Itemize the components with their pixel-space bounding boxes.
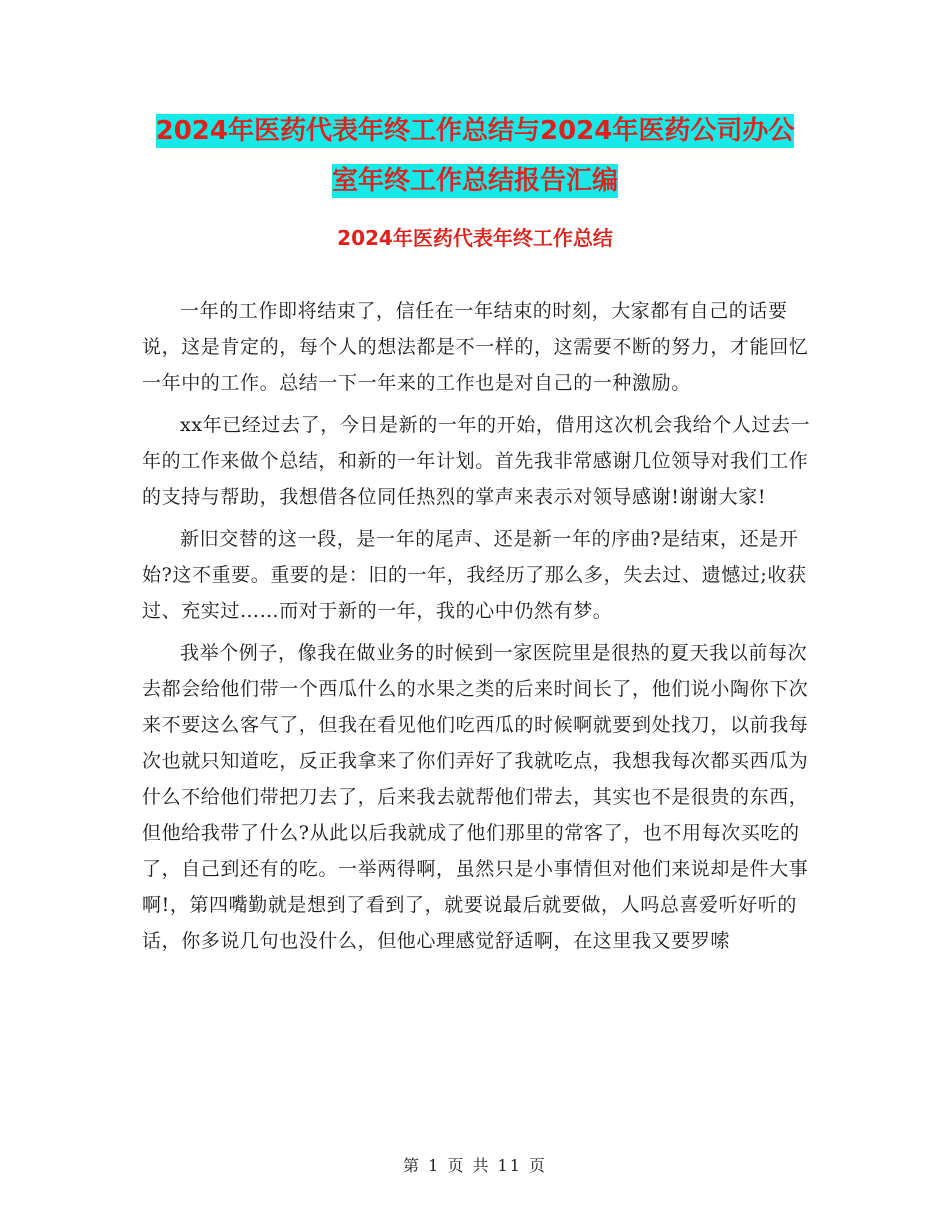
- paragraph-4: 我举个例子，像我在做业务的时候到一家医院里是很热的夏天我以前每次去都会给他们带一个西瓜什么的水果之类的后来时间长了，他们说小陶你下次来不要这么客气了，但我在看见他们吃西瓜的时候啊就要到处找刀，以前我每次也就只知道吃，反正我拿来了你们弄好了我就吃点，我想我每次都买西瓜为什么不给他们带把刀去了，后来我去就帮他们带去，其实也不是很贵的东西，但他给我带了什么?从此以后我就成了他们那里的常客了，也不用每次买吃的了，自己到还有的吃。一举两得啊，虽然只是小事情但对他们来说却是件大事啊!，第四嘴勤就是想到了看到了，就要说最后就要做，人吗总喜爱听好听的话，你多说几句也没什么，但他心理感觉舒适啊，在这里我又要罗嗦: [142, 642, 809, 952]
- title-line-2: 室年终工作总结报告汇编: [331, 166, 618, 196]
- document-title: [0, 106, 950, 206]
- page-number-footer: 第 1 页 共 11 页: [403, 1156, 547, 1175]
- title-line-1: 2024年医药代表年终工作总结与2024年医药公司办公: [155, 116, 795, 146]
- paragraph-1: 一年的工作即将结束了，信任在一年结束的时刻，大家都有自己的话要说，这是肯定的，每个人的想法都是不一样的，这需要不断的努力，才能回忆一年中的工作。总结一下一年来的工作也是对自己的一种激励。: [142, 300, 809, 394]
- document-body: [142, 293, 814, 965]
- section-title: 2024年医药代表年终工作总结: [337, 226, 613, 250]
- paragraph-2: xx年已经过去了，今日是新的一年的开始，借用这次机会我给个人过去一年的工作来做个总结，和新的一年计划。首先我非常感谢几位领导对我们工作的支持与帮助，我想借各位同任热烈的掌声来表示对领导感谢!谢谢大家!: [142, 414, 811, 508]
- paragraph-3: 新旧交替的这一段，是一年的尾声、还是新一年的序曲?是结束，还是开始?这不重要。重要的是：旧的一年，我经历了那么多，失去过、遗憾过;收获过、充实过……而对于新的一年，我的心中仍然有梦。: [142, 528, 807, 622]
